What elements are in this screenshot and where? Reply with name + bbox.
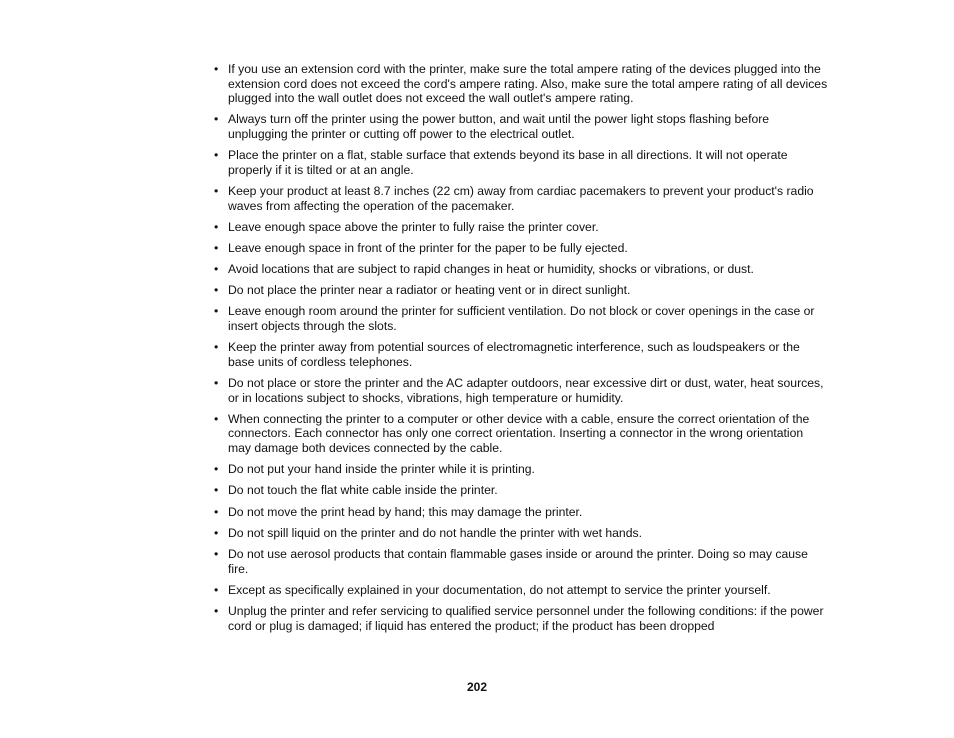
bullet-icon: • bbox=[214, 262, 219, 277]
list-item-text: Avoid locations that are subject to rapid changes in heat or humidity, shocks or vibrations, or dust. bbox=[228, 262, 754, 277]
list-item bbox=[214, 505, 828, 520]
list-item bbox=[214, 340, 828, 369]
list-item-text: Leave enough space in front of the printer for the paper to be fully ejected. bbox=[228, 240, 628, 255]
bullet-icon: • bbox=[214, 582, 219, 597]
bullet-icon: • bbox=[214, 504, 219, 519]
list-item-text: If you use an extension cord with the printer, make sure the total ampere rating of the devices plugged into the extension cord does not exceed the cord's ampere rating. Also, make sure the total ampere rating of all devices plugged into the wall outlet does not exceed the wall outlet's ampere rating. bbox=[228, 62, 828, 106]
list-item-text: Do not touch the flat white cable inside the printer. bbox=[228, 483, 498, 498]
list-item-text: Do not spill liquid on the printer and do not handle the printer with wet hands. bbox=[228, 525, 642, 540]
list-item-text: Unplug the printer and refer servicing to qualified service personnel under the following conditions: if the power cord or plug is damaged; if liquid has entered the product; if the product has been dropped bbox=[228, 603, 824, 633]
list-item bbox=[214, 262, 828, 277]
list-item-text: Keep the printer away from potential sources of electromagnetic interference, such as loudspeakers or the base units of cordless telephones. bbox=[228, 340, 800, 369]
bullet-icon: • bbox=[214, 546, 219, 561]
bullet-icon: • bbox=[214, 340, 219, 355]
list-item bbox=[214, 148, 828, 177]
page-number: 202 bbox=[466, 680, 488, 694]
safety-bullet-list bbox=[214, 62, 828, 640]
bullet-icon: • bbox=[214, 240, 219, 255]
bullet-icon: • bbox=[214, 603, 219, 618]
bullet-icon: • bbox=[214, 62, 219, 76]
list-item bbox=[214, 412, 828, 456]
bullet-icon: • bbox=[214, 219, 219, 234]
list-item-text: Leave enough space above the printer to fully raise the printer cover. bbox=[228, 219, 599, 234]
bullet-icon: • bbox=[214, 183, 219, 198]
bullet-icon: • bbox=[214, 148, 219, 163]
list-item-text: Do not put your hand inside the printer while it is printing. bbox=[228, 462, 535, 477]
list-item-text: Keep your product at least 8.7 inches (22 cm) away from cardiac pacemakers to prevent your product's radio waves from affecting the operation of the pacemaker. bbox=[228, 183, 814, 213]
bullet-icon: • bbox=[214, 411, 219, 426]
list-item bbox=[214, 184, 828, 213]
bullet-icon: • bbox=[214, 525, 219, 540]
bullet-icon: • bbox=[214, 304, 219, 319]
list-item bbox=[214, 483, 828, 498]
list-item bbox=[214, 241, 828, 256]
list-item-text: Do not move the print head by hand; this may damage the printer. bbox=[228, 504, 583, 519]
list-item-text: When connecting the printer to a computer or other device with a cable, ensure the correct orientation of the connectors. Each connector has only one correct orientation. Inserting a connector in the wrong orientation may damage both devices connected by the cable. bbox=[228, 411, 810, 455]
list-item bbox=[214, 283, 828, 298]
list-item bbox=[214, 376, 828, 405]
list-item bbox=[214, 462, 828, 477]
bullet-icon: • bbox=[214, 462, 219, 477]
list-item bbox=[214, 526, 828, 541]
list-item-text: Do not place the printer near a radiator or heating vent or in direct sunlight. bbox=[228, 283, 631, 298]
bullet-icon: • bbox=[214, 112, 219, 127]
list-item bbox=[214, 547, 828, 576]
bullet-icon: • bbox=[214, 376, 219, 391]
list-item bbox=[214, 220, 828, 235]
bullet-icon: • bbox=[214, 283, 219, 298]
list-item bbox=[214, 604, 828, 633]
list-item-text: Always turn off the printer using the power button, and wait until the power light stops flashing before unplugging the printer or cutting off power to the electrical outlet. bbox=[228, 112, 770, 141]
list-item bbox=[214, 304, 828, 333]
list-item bbox=[214, 62, 828, 106]
list-item-text: Leave enough room around the printer for sufficient ventilation. Do not block or cover openings in the case or insert objects through the slots. bbox=[228, 304, 815, 334]
list-item-text: Do not place or store the printer and the AC adapter outdoors, near excessive dirt or dust, water, heat sources, or in locations subject to shocks, vibrations, high temperature or humidity. bbox=[228, 376, 824, 405]
list-item bbox=[214, 112, 828, 141]
bullet-icon: • bbox=[214, 483, 219, 498]
list-item bbox=[214, 583, 828, 598]
list-item-text: Do not use aerosol products that contain flammable gases inside or around the printer. Doing so may cause fire. bbox=[228, 546, 808, 576]
list-item-text: Place the printer on a flat, stable surface that extends beyond its base in all directions. It will not operate properly if it is tilted or at an angle. bbox=[228, 148, 788, 177]
list-item-text: Except as specifically explained in your documentation, do not attempt to service the printer yourself. bbox=[228, 582, 771, 597]
